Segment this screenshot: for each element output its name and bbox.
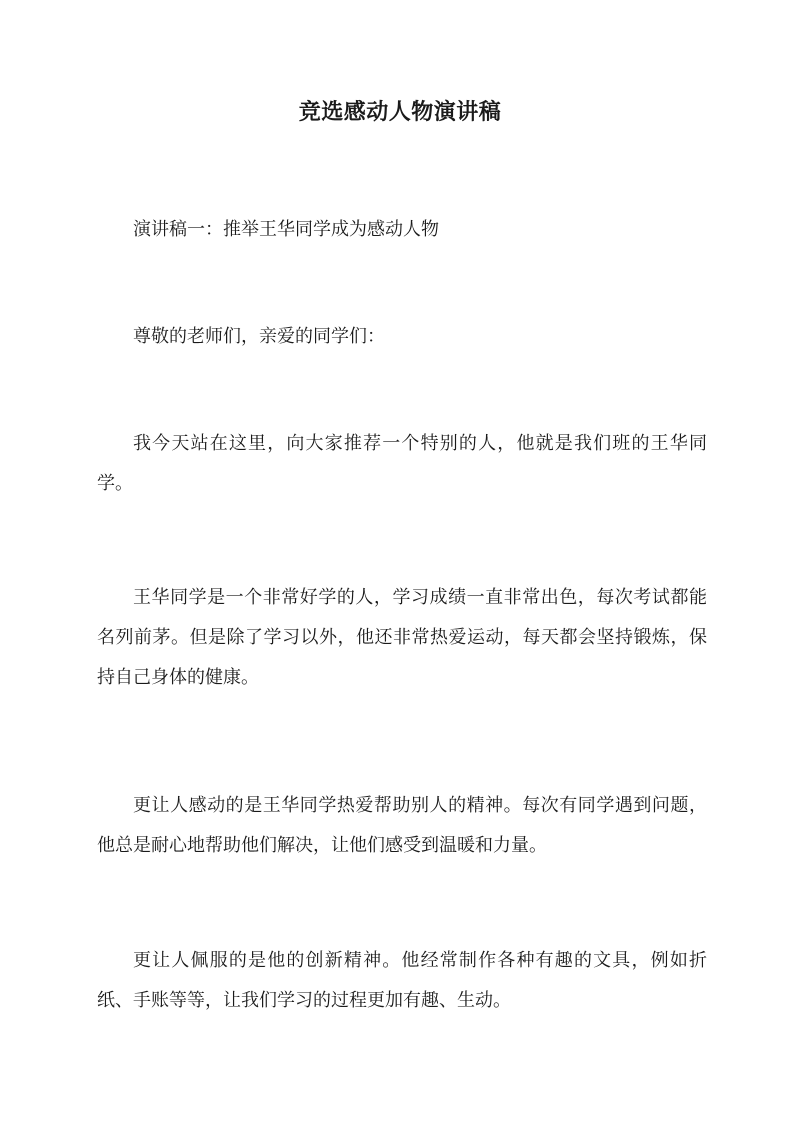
document-title: 竞选感动人物演讲稿 <box>298 99 502 125</box>
paragraph-helping-others: 更让人感动的是王华同学热爱帮助别人的精神。每次有同学遇到问题，他总是耐心地帮助他们解决，让他们感受到温暖和力量。 <box>97 795 707 856</box>
paragraph-innovation: 更让人佩服的是他的创新精神。他经常制作各种有趣的文具，例如折纸、手账等等，让我们学习的过程更加有趣、生动。 <box>97 950 707 1011</box>
paragraph-introduction: 我今天站在这里，向大家推荐一个特别的人，他就是我们班的王华同学。 <box>97 433 707 494</box>
salutation: 尊敬的老师们，亲爱的同学们： <box>133 326 385 347</box>
paragraph-study-and-sports: 王华同学是一个非常好学的人，学习成绩一直非常出色，每次考试都能名列前茅。但是除了学习以外，他还非常热爱运动，每天都会坚持锻炼，保持自己身体的健康。 <box>97 587 707 688</box>
speech-heading: 演讲稿一：推举王华同学成为感动人物 <box>133 219 439 240</box>
